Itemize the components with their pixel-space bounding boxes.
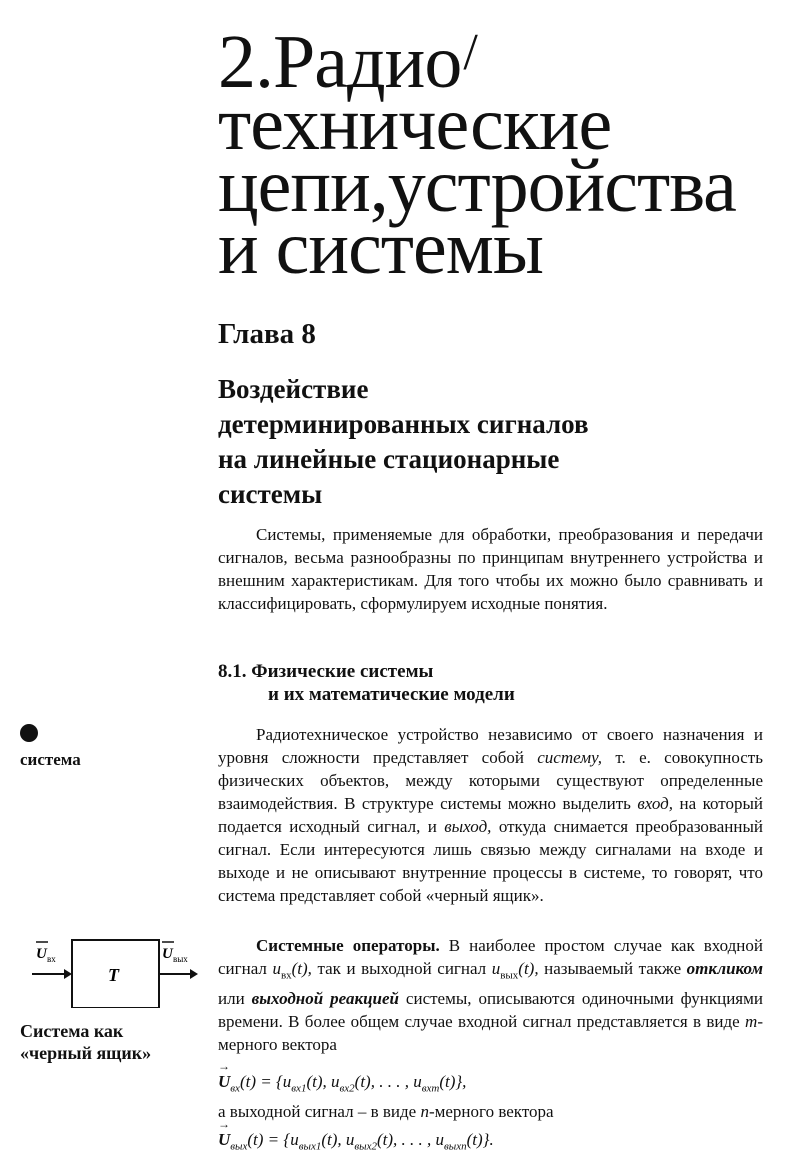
diagram-input-sub: вх — [47, 954, 56, 964]
operator-label: T — [108, 965, 119, 985]
chapter-title-line-3: на линейные стационарные — [218, 444, 560, 474]
diagram-caption — [20, 1020, 151, 1064]
paragraph-system-operators — [218, 934, 763, 1056]
section-title — [218, 660, 718, 706]
text-run: -мерного вектора — [428, 1102, 554, 1121]
subscript: вых1 — [298, 1140, 322, 1153]
paragraph-system-definition — [218, 723, 763, 907]
chapter-title-line-2: детерминированных сигналов — [218, 409, 589, 439]
chapter-title-line-1: Воздействие — [218, 374, 369, 404]
formula-output-vector — [218, 1130, 494, 1152]
chapter-title — [218, 372, 758, 512]
diagram-output-sub: вых — [173, 954, 188, 964]
part-title-line-2: технические — [218, 82, 612, 166]
output-arrow-head — [190, 969, 198, 979]
symbol-arg: (t), — [291, 959, 312, 978]
margin-bullet-icon — [20, 724, 38, 742]
subscript: вых — [230, 1140, 248, 1153]
term-response: откликом — [686, 959, 763, 978]
text-run: откуда снимается преобразованный сигнал. Если интересуются лишь связью между сигналами на входе и выходе и не описывают внутренние процессы в системе, то говорят, что система представляет собой «черный ящик». — [218, 817, 763, 905]
chapter-title-line-4: системы — [218, 479, 323, 509]
subscript: вх2 — [339, 1082, 355, 1095]
subscript: вх1 — [291, 1082, 307, 1095]
formula-run: (t), u — [306, 1072, 340, 1091]
text-run: на который подается исходный сигнал, и — [218, 794, 763, 836]
term-output: выход, — [444, 817, 492, 836]
symbol-m: m — [745, 1012, 758, 1032]
part-title — [218, 20, 793, 290]
subscript: вых — [500, 969, 519, 982]
slash-mark: / — [463, 24, 477, 81]
formula-run: (t), . . . , u — [376, 1130, 445, 1149]
chapter-intro: Системы, применяемые для обработки, преобразования и передачи сигналов, весьма разнообразны по принципам внутреннего устройства и внешним характеристикам. Для того чтобы их можно было сравнивать и классифицировать, сформулируем исходные понятия. — [218, 525, 763, 613]
margin-term: система — [20, 750, 81, 769]
symbol-u-in: u — [272, 959, 281, 978]
term-system: систему, — [537, 748, 603, 767]
subscript: выхn — [444, 1140, 467, 1153]
formula-run: (t), u — [321, 1130, 355, 1149]
subscript: вх — [230, 1082, 240, 1095]
formula-run: (t) = {u — [239, 1072, 292, 1091]
term-input: вход, — [637, 794, 674, 813]
formula-run: (t)}. — [466, 1130, 494, 1149]
diagram-input-label: U — [36, 946, 47, 962]
part-title-line-3: цепи,устройства — [218, 144, 736, 228]
black-box-diagram — [14, 928, 204, 1008]
text-run: системы, описываются одиночными функциями времени. В более общем случае входной сигнал представляется в виде — [218, 989, 763, 1032]
section-title-line-2: и их математические модели — [268, 684, 515, 705]
part-title-line-1: 2.Радио — [218, 20, 462, 104]
formula-run: (t), . . . , u — [354, 1072, 422, 1091]
output-vector-intro — [218, 1102, 554, 1122]
subscript: вых2 — [354, 1140, 377, 1153]
text-run: В наиболее простом случае как входной сигнал — [218, 936, 763, 978]
input-arrow-head — [64, 969, 72, 979]
chapter-label: Глава 8 — [218, 318, 316, 350]
vector-u-out: → U — [218, 1130, 230, 1150]
diagram-output-label: U — [162, 946, 173, 962]
symbol-u-out: u — [491, 959, 501, 978]
text-run: так и выходной сигнал — [311, 959, 492, 978]
section-title-line-1: 8.1. Физические системы — [218, 661, 434, 682]
symbol-n: n — [420, 1102, 429, 1121]
subscript: вхm — [421, 1082, 440, 1095]
subscript: вх — [280, 969, 292, 982]
text-run: т. е. совокупность физических объектов, между которыми существуют определенные взаимодействия. В структуре системы можно выделить — [218, 748, 763, 813]
text-run: -мерного вектора — [218, 1012, 763, 1055]
text-run: а выходной сигнал – в виде — [218, 1102, 421, 1121]
text-run: Радиотехническое устройство независимо от своего назначения и уровня сложности представляет собой — [218, 725, 763, 767]
formula-run: (t) = {u — [247, 1130, 299, 1149]
formula-run: (t)}, — [439, 1072, 467, 1091]
run-in-heading: Системные операторы. — [256, 936, 440, 955]
text-run: называемый также — [538, 959, 687, 978]
term-output-reaction: выходной реакцией — [251, 989, 399, 1009]
formula-input-vector — [218, 1072, 466, 1094]
part-title-line-4: и системы — [218, 206, 543, 290]
text-run: или — [218, 989, 252, 1009]
caption-line-1: Система как — [20, 1021, 124, 1041]
caption-line-2: «черный ящик» — [20, 1043, 152, 1063]
vector-u-in: → U — [218, 1072, 230, 1092]
symbol-arg: (t), — [518, 959, 539, 978]
